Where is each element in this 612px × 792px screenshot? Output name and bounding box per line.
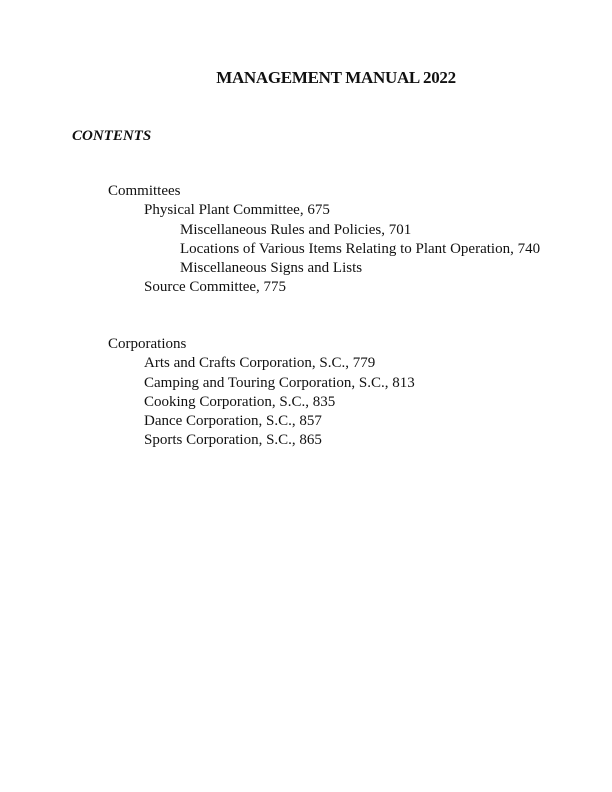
toc-entry-source-committee: Source Committee, 775 — [144, 279, 287, 296]
toc-entry-sports: Sports Corporation, S.C., 865 — [144, 432, 322, 449]
toc-entry-camping-and-touring: Camping and Touring Corporation, S.C., 813 — [144, 374, 415, 391]
document-title: MANAGEMENT MANUAL 2022 — [216, 68, 456, 87]
toc-section-corporations — [108, 335, 415, 451]
toc-entry-locations-of-items: Locations of Various Items Relating to Plant Operation, 740 — [180, 240, 541, 257]
toc-entry-miscellaneous-rules: Miscellaneous Rules and Policies, 701 — [180, 221, 412, 238]
toc-entry-arts-and-crafts: Arts and Crafts Corporation, S.C., 779 — [144, 355, 376, 372]
toc-section-committees — [108, 182, 540, 298]
toc-entry-physical-plant-committee: Physical Plant Committee, 675 — [144, 202, 330, 219]
toc-entry-dance: Dance Corporation, S.C., 857 — [144, 413, 322, 430]
toc-entry-miscellaneous-signs: Miscellaneous Signs and Lists — [180, 260, 363, 277]
toc-section-heading: Corporations — [108, 336, 187, 352]
contents-heading: CONTENTS — [72, 128, 152, 144]
toc-entry-cooking: Cooking Corporation, S.C., 835 — [144, 393, 336, 410]
toc-section-heading: Committees — [108, 183, 181, 199]
